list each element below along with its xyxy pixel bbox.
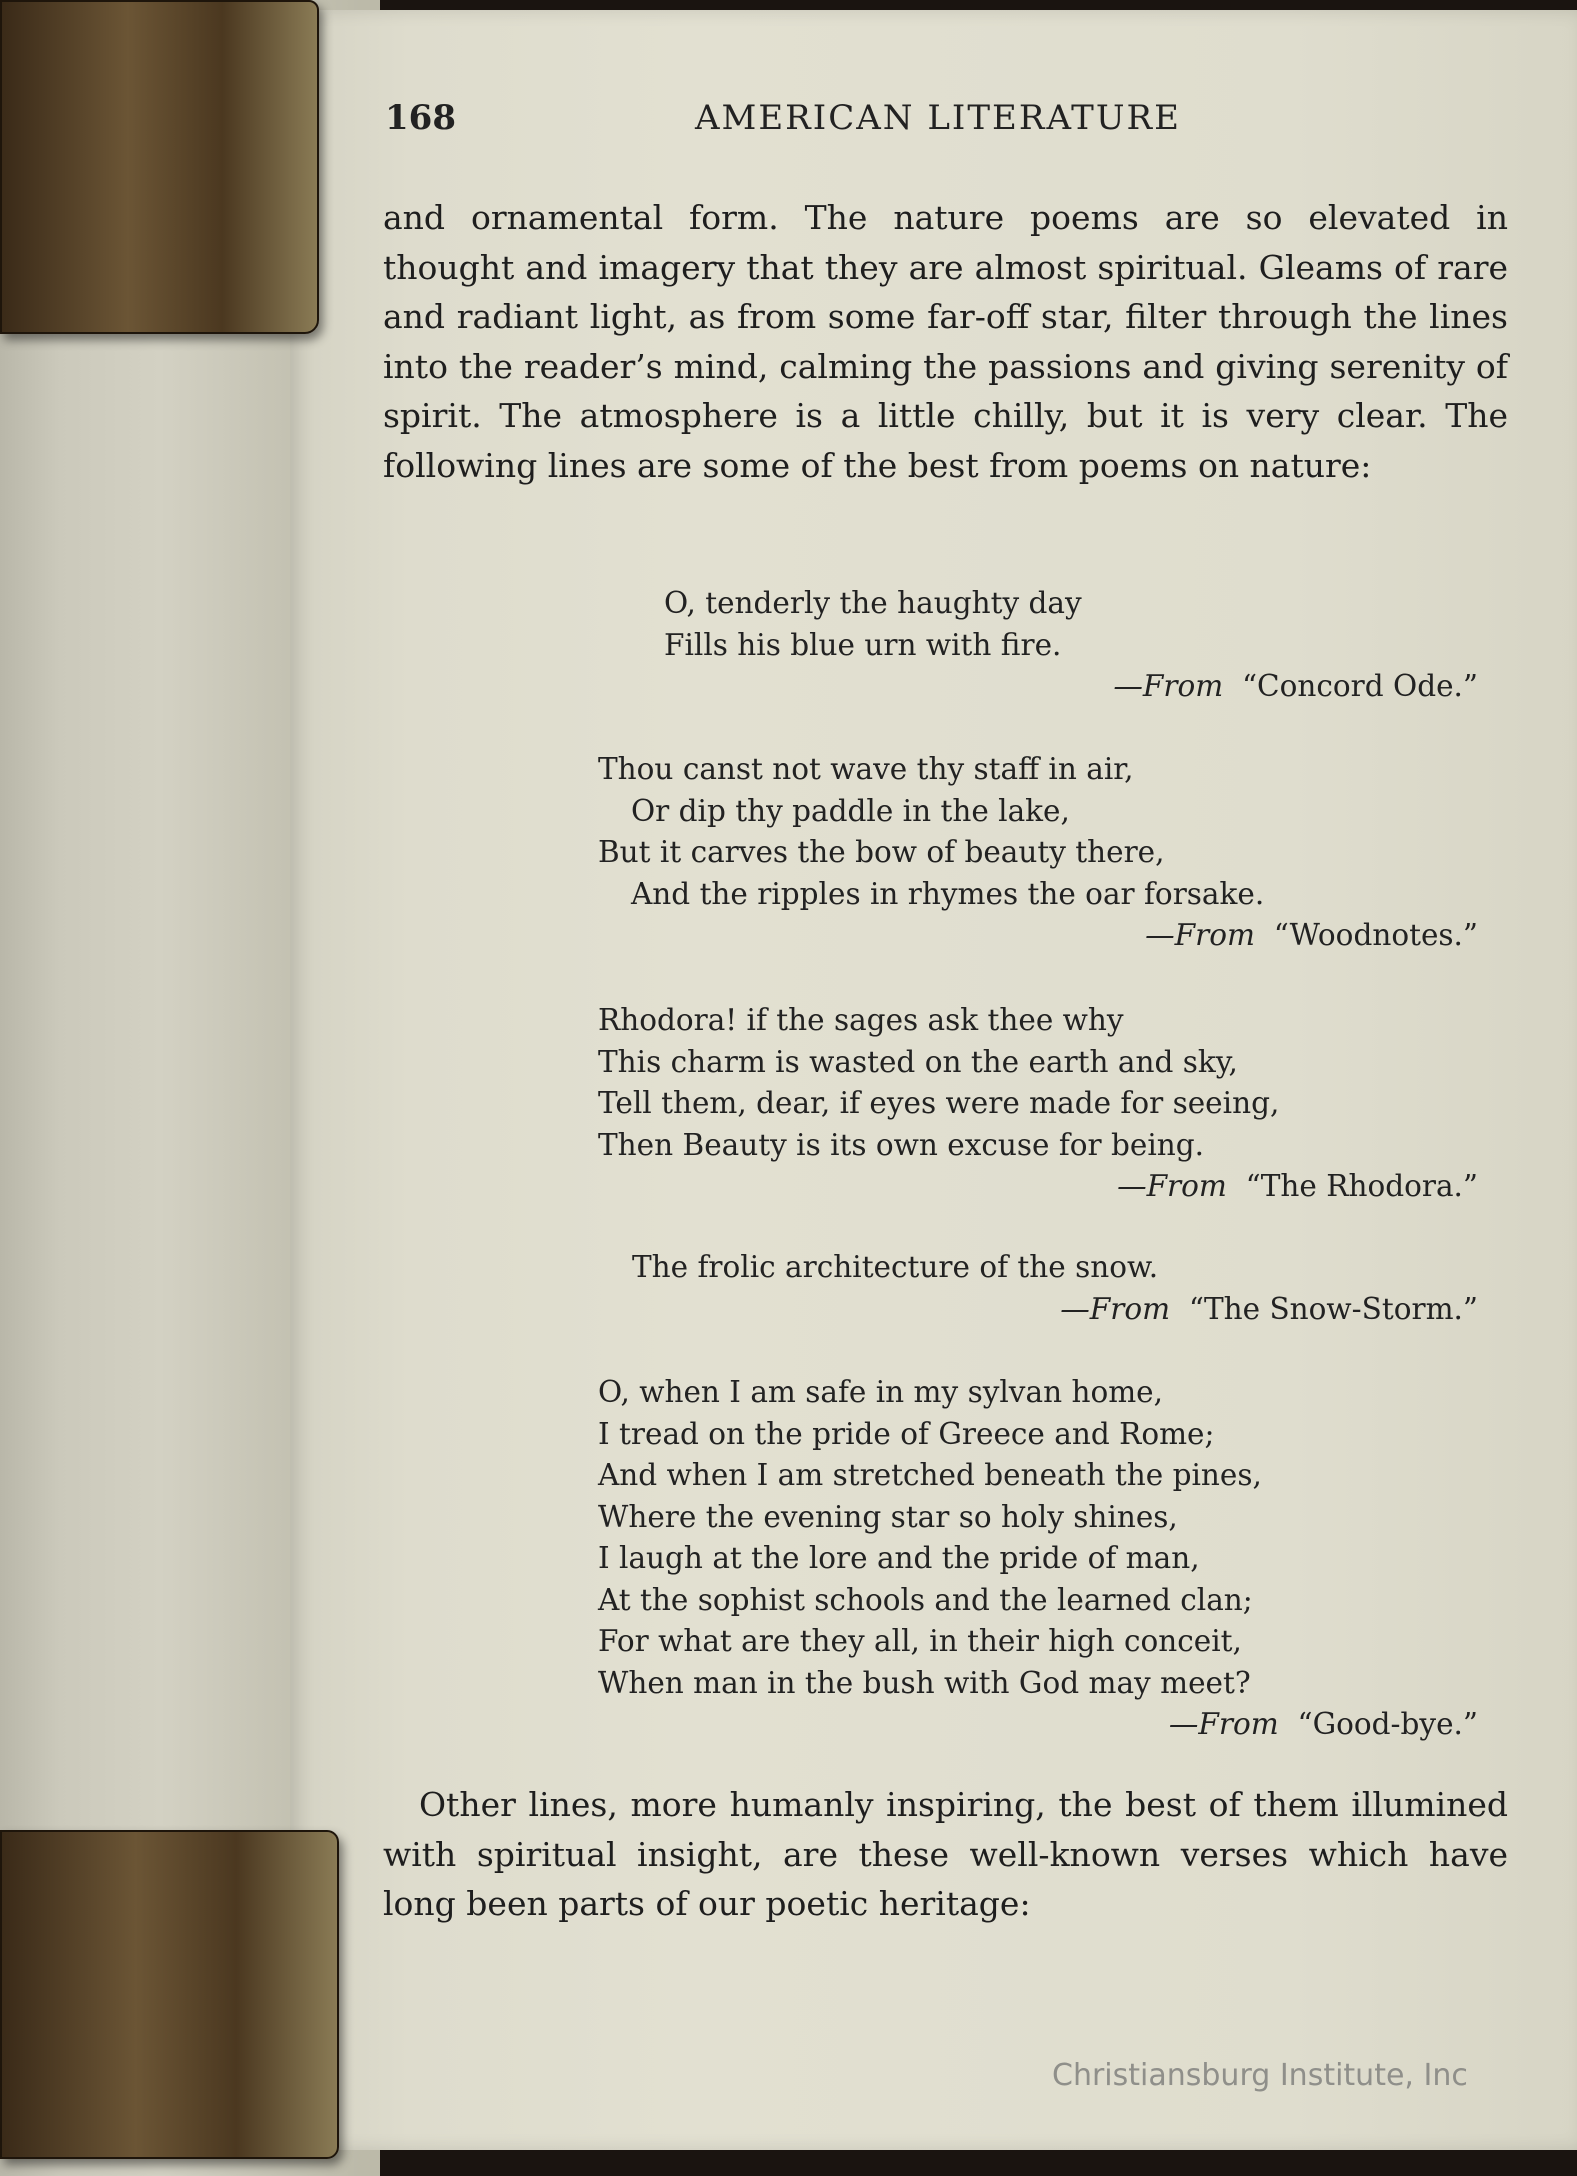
excerpt-woodnotes: [598, 749, 1478, 957]
attribution: [598, 1704, 1478, 1746]
watermark: Christiansburg Institute, Inc: [1052, 2058, 1468, 2093]
verse-line: Or dip thy paddle in the lake,: [631, 793, 1070, 828]
verse-line: I laugh at the lore and the pride of man,: [598, 1541, 1200, 1575]
verse-line: But it carves the bow of beauty there,: [598, 835, 1165, 869]
verse-line: Thou canst not wave thy staff in air,: [598, 752, 1134, 786]
attribution: [632, 1289, 1478, 1331]
verse-line: I tread on the pride of Greece and Rome;: [598, 1416, 1215, 1451]
verse-line: O, when I am safe in my sylvan home,: [598, 1375, 1164, 1409]
excerpt-good-bye: [598, 1372, 1478, 1746]
paragraph-intro: and ornamental form. The nature poems are so elevated in thought and imagery that they are almost spiritual. Gleams of rare and radiant light, as from some far-off star, filter through the lines into the reader’s mind, calming the passions and giving serenity of spirit. The atmosphere is a little chilly, but it is very clear. The following lines are some of the best from poems on nature:: [383, 198, 1508, 485]
page-header: [385, 98, 1500, 148]
verse-line: And the ripples in rhymes the oar forsake.: [631, 876, 1265, 911]
excerpt-concord-ode: [664, 583, 1478, 708]
verse-line: And when I am stretched beneath the pines,: [598, 1458, 1262, 1492]
source-title: “The Rhodora.”: [1245, 1169, 1478, 1203]
excerpt-snow-storm: [632, 1247, 1478, 1330]
verse-line: Then Beauty is its own excuse for being.: [598, 1127, 1205, 1162]
verse-line: O, tenderly the haughty day: [664, 586, 1082, 620]
verse-line: When man in the bush with God may meet?: [598, 1665, 1251, 1700]
verse-line: Where the evening star so holy shines,: [598, 1499, 1178, 1534]
verse-line: This charm is wasted on the earth and sky,: [598, 1044, 1238, 1079]
attribution: [598, 1166, 1478, 1208]
from-label: —From: [1145, 918, 1255, 952]
source-title: “Good-bye.”: [1297, 1707, 1478, 1741]
from-label: —From: [1117, 1169, 1227, 1203]
source-title: “The Snow-Storm.”: [1188, 1291, 1478, 1326]
verse-line: At the sophist schools and the learned clan;: [598, 1582, 1253, 1617]
from-label: —From: [1168, 1707, 1279, 1741]
top-page-clip: [0, 0, 319, 334]
verse-line: Rhodora! if the sages ask thee why: [598, 1003, 1124, 1037]
from-label: —From: [1113, 669, 1224, 703]
attribution: [664, 666, 1478, 708]
verse-line: For what are they all, in their high conceit,: [598, 1624, 1242, 1658]
page-number: 168: [385, 98, 456, 138]
bottom-page-clip: [0, 1830, 339, 2159]
verse-line: Fills his blue urn with fire.: [664, 627, 1062, 662]
source-title: “Concord Ode.”: [1241, 669, 1478, 703]
attribution: [598, 915, 1478, 957]
verse-line: Tell them, dear, if eyes were made for seeing,: [598, 1086, 1280, 1120]
from-label: —From: [1060, 1291, 1171, 1326]
excerpt-rhodora: [598, 1000, 1478, 1208]
source-title: “Woodnotes.”: [1273, 918, 1478, 952]
verse-line: The frolic architecture of the snow.: [632, 1250, 1159, 1284]
running-head: AMERICAN LITERATURE: [695, 98, 1181, 138]
paragraph-closing: Other lines, more humanly inspiring, the best of them illumined with spiritual insight, are these well-known verses which have long been parts of our poetic heritage:: [383, 1785, 1508, 1923]
